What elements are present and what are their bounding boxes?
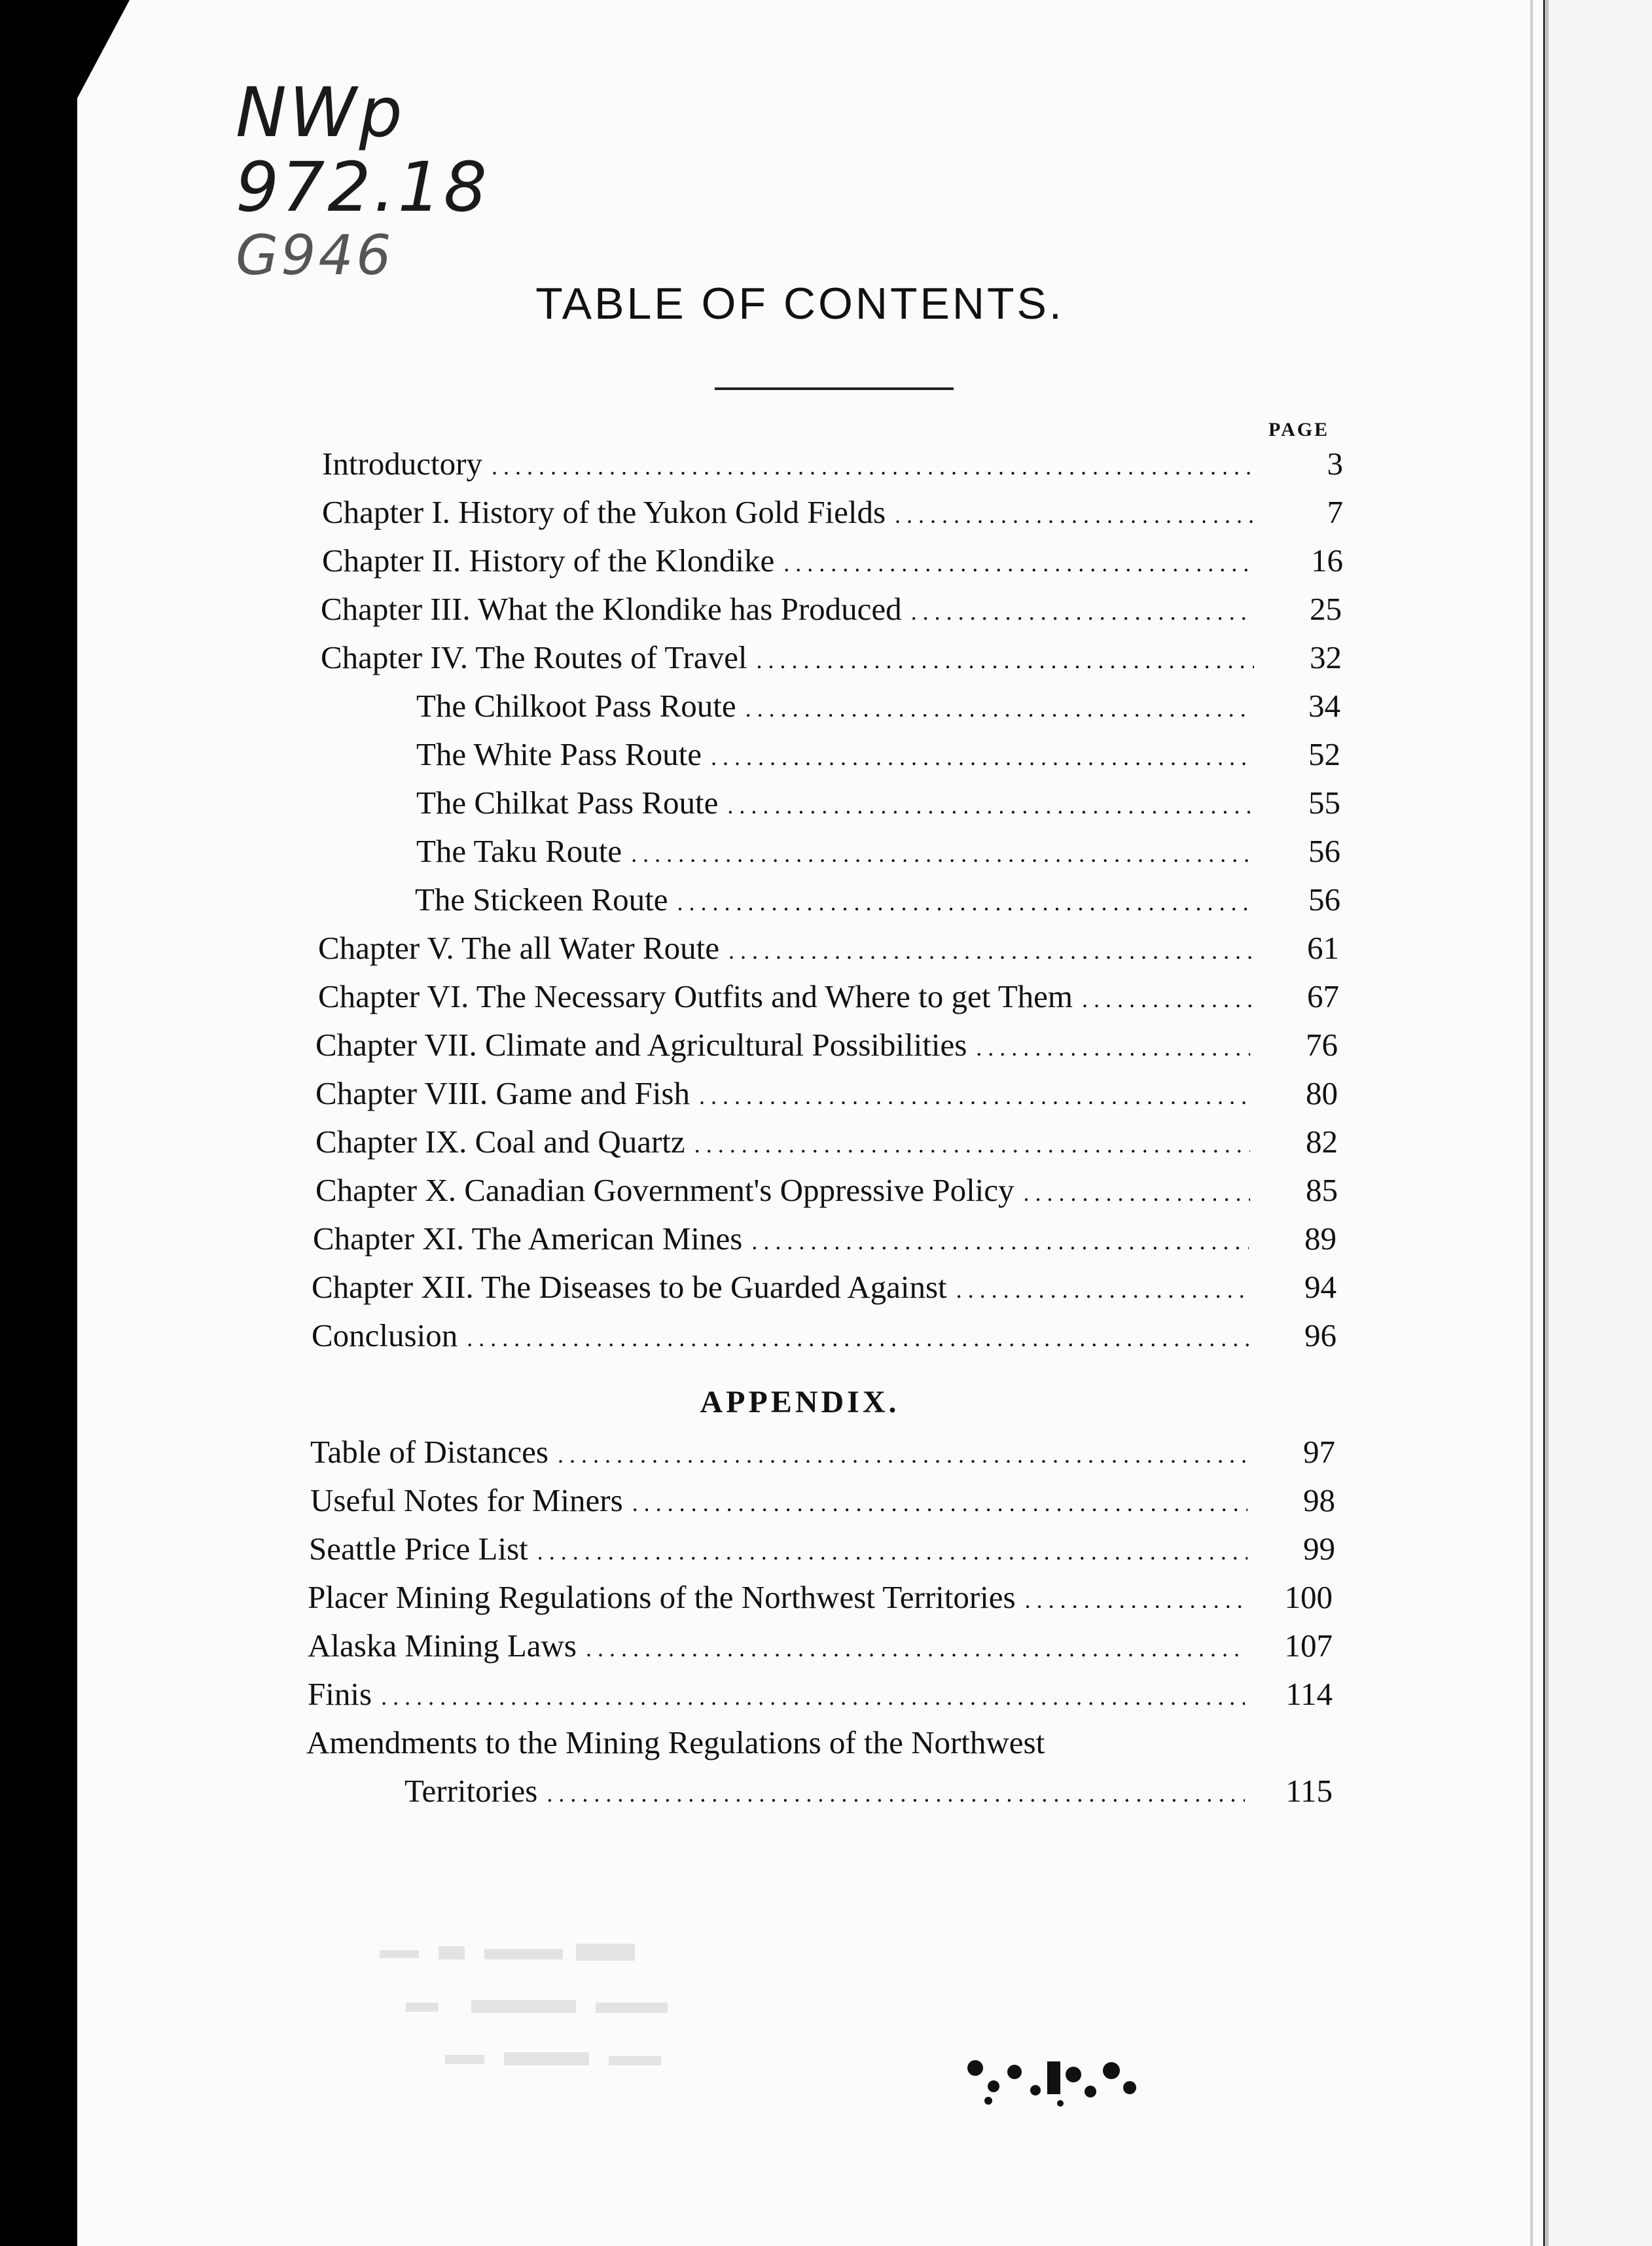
toc-entry-label: The Taku Route [416,833,622,869]
appendix-entry-label: Useful Notes for Miners [310,1482,623,1518]
page-title: TABLE OF CONTENTS. [535,279,1064,329]
toc-entry-label: Chapter IX. Coal and Quartz [315,1124,685,1160]
appendix-entry-label: Territories [404,1773,538,1809]
appendix-entry-page: 98 [1303,1482,1335,1518]
appendix-heading: APPENDIX. [700,1385,900,1419]
toc-entry-page: 67 [1307,978,1339,1014]
toc-entry-label: Introductory [322,446,482,482]
appendix-entry [308,1578,1333,1624]
page-column-label: PAGE [1268,419,1330,440]
dot-leader [381,1675,1245,1713]
appendix-entry-continuation [404,1772,1333,1818]
dot-leader [537,1530,1248,1567]
toc-entry-page: 96 [1304,1317,1337,1353]
toc-entry-page: 89 [1304,1221,1337,1257]
appendix-entry [308,1627,1333,1673]
appendix-entry-page: 114 [1285,1676,1333,1712]
toc-entry-page: 52 [1308,736,1340,772]
toc-entry-label: Chapter XI. The American Mines [313,1221,743,1257]
appendix-entry [310,1482,1335,1527]
appendix-entry-page: 97 [1303,1434,1335,1470]
appendix-entry [308,1675,1333,1721]
toc-entry-page: 94 [1304,1269,1337,1305]
call-number-line-3: G946 [236,223,394,287]
appendix-entry-label: Placer Mining Regulations of the Northwest Territories [308,1579,1016,1615]
appendix-entry-label: Finis [308,1676,372,1712]
faded-library-stamp [380,1937,969,2107]
toc-entry-label: Chapter X. Canadian Government's Oppressive Policy [315,1172,1015,1208]
dot-leader [547,1772,1245,1809]
appendix-entry-page: 107 [1284,1628,1333,1664]
toc-entry-label: Chapter V. The all Water Route [318,930,719,966]
appendix-entry-label: Alaska Mining Laws [308,1628,577,1664]
toc-entry-page: 3 [1327,446,1343,482]
toc-entry-page: 80 [1306,1075,1338,1111]
ink-blot-mark [962,2048,1145,2107]
appendix-entry [306,1724,1333,1770]
toc-entry-label: The Chilkoot Pass Route [416,688,736,724]
call-number-line-1: NWp [236,73,405,152]
toc-entry-label: The White Pass Route [416,736,702,772]
toc-entry-page: 55 [1308,785,1340,821]
toc-entry-page: 25 [1310,591,1342,627]
toc-entry-page: 76 [1306,1027,1338,1063]
toc-entry-label: Chapter VI. The Necessary Outfits and Where to get Them [318,978,1073,1014]
toc-entry-label: Chapter VII. Climate and Agricultural Possibilities [315,1027,967,1063]
appendix-entry-page: 99 [1303,1531,1335,1567]
toc-entry-label: Chapter III. What the Klondike has Produced [321,591,902,627]
toc-entry-label: Chapter VIII. Game and Fish [315,1075,690,1111]
toc-entry-page: 7 [1327,494,1343,530]
call-number-line-2: 972.18 [236,147,490,228]
toc-entry-label: Chapter II. History of the Klondike [322,543,775,579]
appendix-entry [310,1433,1335,1479]
toc-entry-page: 16 [1311,543,1343,579]
toc-entry-page: 85 [1306,1172,1338,1208]
dot-leader [1025,1578,1245,1616]
dot-leader [586,1627,1245,1664]
appendix-entry-page: 115 [1285,1773,1333,1809]
appendix-entry-label: Amendments to the Mining Regulations of the Northwest [306,1724,1045,1760]
toc-entry-page: 82 [1306,1124,1338,1160]
appendix-entry-label: Seattle Price List [309,1531,528,1567]
toc-entry-page: 56 [1308,882,1340,918]
toc-entry-label: Chapter IV. The Routes of Travel [321,639,747,675]
toc-entry-label: Chapter XII. The Diseases to be Guarded Against [312,1269,947,1305]
appendix-entry [309,1530,1335,1576]
toc-entry-page: 61 [1307,930,1339,966]
toc-entry-page: 34 [1308,688,1340,724]
appendix-entry-label: Table of Distances [310,1434,548,1470]
toc-entry-label: Chapter I. History of the Yukon Gold Fields [322,494,886,530]
toc-entry-label: The Chilkat Pass Route [416,785,719,821]
toc-entry-label: Conclusion [312,1317,458,1353]
toc-entry-label: The Stickeen Route [415,882,668,918]
dot-leader [558,1433,1248,1471]
toc-entry-page: 32 [1310,639,1342,675]
dot-leader [632,1482,1248,1519]
toc-entry-page: 56 [1308,833,1340,869]
appendix-entry-page: 100 [1284,1579,1333,1615]
